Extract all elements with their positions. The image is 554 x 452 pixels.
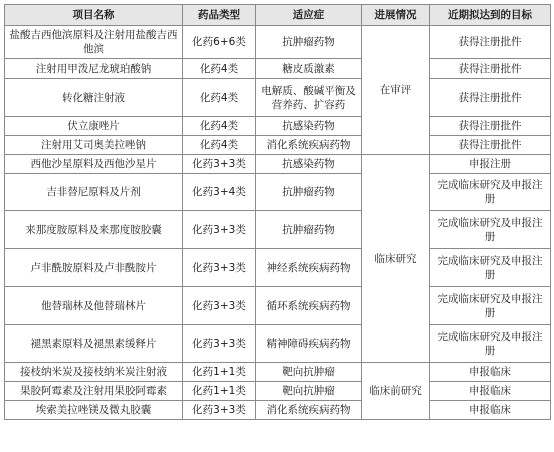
table-row (5, 136, 551, 155)
header-progress: 进展情况 (362, 5, 430, 26)
table-header-row (5, 5, 551, 26)
cell-progress-preclinical-research: 临床前研究 (362, 363, 430, 420)
header-project-name: 项目名称 (5, 5, 183, 26)
cell-indication: 靶向抗肿瘤 (256, 382, 362, 401)
cell-drug-type: 化药4类 (183, 59, 256, 79)
cell-target-goal: 申报临床 (430, 363, 551, 382)
cell-project-name: 褪黑素原料及褪黑素缓释片 (5, 325, 183, 363)
cell-target-goal: 申报临床 (430, 401, 551, 420)
cell-target-goal: 获得注册批件 (430, 79, 551, 117)
cell-target-goal: 完成临床研究及申报注册 (430, 249, 551, 287)
cell-project-name: 他替瑞林及他替瑞林片 (5, 287, 183, 325)
cell-project-name: 伏立康唑片 (5, 117, 183, 136)
cell-indication: 循环系统疾病药物 (256, 287, 362, 325)
cell-target-goal: 获得注册批件 (430, 59, 551, 79)
table-row (5, 59, 551, 79)
cell-target-goal: 完成临床研究及申报注册 (430, 287, 551, 325)
cell-progress-under-review: 在审评 (362, 26, 430, 155)
cell-drug-type: 化药3+3类 (183, 325, 256, 363)
cell-project-name: 注射用甲泼尼龙琥珀酸钠 (5, 59, 183, 79)
cell-drug-type: 化药1+1类 (183, 382, 256, 401)
cell-indication: 抗肿瘤药物 (256, 26, 362, 59)
cell-project-name: 西他沙星原料及西他沙星片 (5, 155, 183, 174)
table-row (5, 363, 551, 382)
table-row (5, 325, 551, 363)
cell-drug-type: 化药3+3类 (183, 249, 256, 287)
cell-target-goal: 完成临床研究及申报注册 (430, 174, 551, 211)
table-row (5, 26, 551, 59)
table-row (5, 155, 551, 174)
cell-target-goal: 获得注册批件 (430, 136, 551, 155)
table-row (5, 117, 551, 136)
header-drug-type: 药品类型 (183, 5, 256, 26)
cell-drug-type: 化药6+6类 (183, 26, 256, 59)
drug-pipeline-table (4, 4, 551, 420)
cell-drug-type: 化药4类 (183, 117, 256, 136)
cell-indication: 抗感染药物 (256, 117, 362, 136)
table-row (5, 211, 551, 249)
cell-project-name: 注射用艾司奥美拉唑钠 (5, 136, 183, 155)
pipeline-table-container (4, 4, 551, 420)
cell-project-name: 盐酸吉西他滨原料及注射用盐酸吉西他滨 (5, 26, 183, 59)
cell-project-name: 埃索美拉唑镁及微丸胶囊 (5, 401, 183, 420)
table-row (5, 287, 551, 325)
cell-target-goal: 获得注册批件 (430, 26, 551, 59)
cell-indication: 神经系统疾病药物 (256, 249, 362, 287)
cell-target-goal: 申报临床 (430, 382, 551, 401)
table-row (5, 249, 551, 287)
cell-indication: 抗感染药物 (256, 155, 362, 174)
header-target-goal: 近期拟达到的目标 (430, 5, 551, 26)
cell-drug-type: 化药4类 (183, 79, 256, 117)
cell-indication: 靶向抗肿瘤 (256, 363, 362, 382)
cell-indication: 抗肿瘤药物 (256, 211, 362, 249)
table-row (5, 401, 551, 420)
cell-drug-type: 化药3+3类 (183, 211, 256, 249)
cell-indication: 精神障碍疾病药物 (256, 325, 362, 363)
table-row (5, 79, 551, 117)
cell-indication: 消化系统疾病药物 (256, 401, 362, 420)
cell-drug-type: 化药3+3类 (183, 287, 256, 325)
cell-target-goal: 完成临床研究及申报注册 (430, 325, 551, 363)
cell-project-name: 吉非替尼原料及片剂 (5, 174, 183, 211)
cell-indication: 消化系统疾病药物 (256, 136, 362, 155)
cell-project-name: 转化糖注射液 (5, 79, 183, 117)
cell-progress-clinical-research: 临床研究 (362, 155, 430, 363)
cell-indication: 糖皮质激素 (256, 59, 362, 79)
cell-drug-type: 化药1+1类 (183, 363, 256, 382)
cell-target-goal: 完成临床研究及申报注册 (430, 211, 551, 249)
cell-drug-type: 化药3+3类 (183, 401, 256, 420)
header-indication: 适应症 (256, 5, 362, 26)
cell-indication: 抗肿瘤药物 (256, 174, 362, 211)
table-row (5, 382, 551, 401)
cell-project-name: 卢非酰胺原料及卢非酰胺片 (5, 249, 183, 287)
cell-project-name: 接枝纳米炭及接枝纳米炭注射液 (5, 363, 183, 382)
cell-target-goal: 获得注册批件 (430, 117, 551, 136)
cell-drug-type: 化药3+3类 (183, 155, 256, 174)
cell-project-name: 来那度胺原料及来那度胺胶囊 (5, 211, 183, 249)
cell-drug-type: 化药4类 (183, 136, 256, 155)
cell-drug-type: 化药3+4类 (183, 174, 256, 211)
cell-target-goal: 申报注册 (430, 155, 551, 174)
table-row (5, 174, 551, 211)
cell-indication: 电解质、酸碱平衡及营养药、扩容药 (256, 79, 362, 117)
cell-project-name: 果胶阿霉素及注射用果胶阿霉素 (5, 382, 183, 401)
